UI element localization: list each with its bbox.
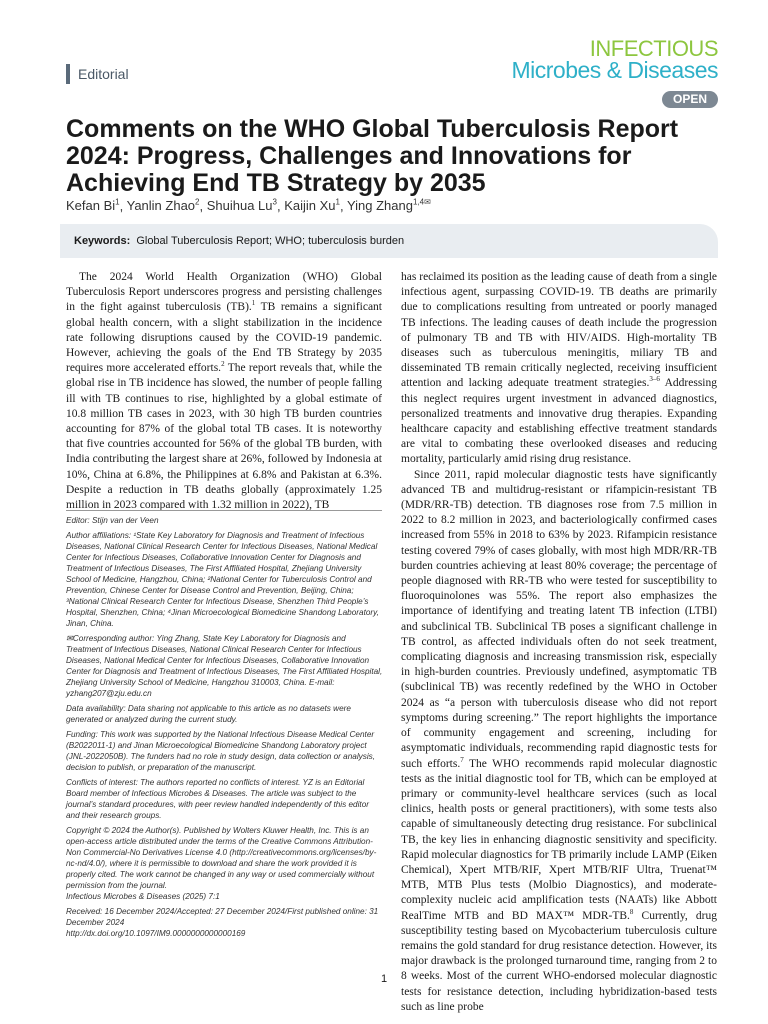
author-name: Kaijin Xu$^1$	[284, 198, 340, 214]
corresponding-author: ✉Corresponding author: Ying Zhang, State Key Laboratory for Diagnosis and Treatment of Infectious Diseases, National Clinical Research Center for Infectious Diseases, National Medical Center for Infectious Diseases, Collaborative Innovation Center for Diagnosis and Treatment of Infectious Diseases, The First Affiliated Hospital, Zhejiang University School of Medicine, Hangzhou 310003, China. E-mail: yzhang207@zju.edu.cn	[66, 634, 383, 698]
data-availability: Data availability: Data sharing not applicable to this article as no datasets were generated or analyzed during the current study.	[66, 704, 351, 724]
open-access-badge: OPEN	[662, 91, 718, 108]
body-left-column	[66, 270, 382, 513]
author-name: Kefan Bi$^1$	[66, 198, 120, 214]
author-affiliation-mark: 1,4✉	[412, 198, 431, 207]
body-paragraph: Since 2011, rapid molecular diagnostic tests have significantly advanced TB and multidrug-resistant or rifampicin-resistant TB (MDR/RR-TB) detection. TB diagnoses rose from 7.5 million in 2022 to 8.2 million in 2023, and bacteriologically confirmed cases increased from 55% in 2018 to 63% by 2023. Rifampicin resistance testing covered 79% of cases globally, with most high MDR/RR-TB burden countries achieving at least 80% coverage; the percentage of people diagnosed with RR-TB who were tested for susceptibility to fluoroquinolones was 55%. The report also emphasizes the importance of identifying and treating latent TB infection (LTBI) and subclinical TB. Subclinical TB poses a significant challenge in TB control, as affected individuals often do not seek treatment, complicating diagnosis and increasing transmission risk, especially in high-burden countries. Previously undefined, asymptomatic TB (subclinical TB) was recently redefined by the WHO in October 2024 as “a person with tuberculosis disease who did not report symptoms during screening.” The report highlights the importance of community engagement and screening, including for asymptomatic individuals, recommending rapid diagnostic tests for such efforts.$^7$ The WHO recommends rapid molecular diagnostic tests as the initial diagnostic tool for TB, which can be employed at primary or community-level healthcare services (such as local clinics, health posts or general practitioners), with some tests also capable of simultaneously detecting drug resistance. For subclinical TB, the key lies in enhancing diagnostic sensitivity and specificity. Rapid molecular diagnostics for TB primarily include LAMP (Eiken Chemical), Xpert MTB/RIF, Xpert MTB/RIF Ultra, Truenat™ MTB, MTB Plus tests (Molbio Diagnostics), and moderate-complexity nucleic acid amplification tests (NAATs) like Abbott RealTime MTB and BD MAX™ MDR-TB.$^8$ Currently, drug susceptibility testing based on Mycobacterium tuberculosis culture remains the gold standard for drug resistance detection. However, its major drawback is the prolonged turnaround time, ranging from 2 to 8 weeks. Most of the current WHO-endorsed molecular diagnostic tests for resistance detection, including hybridization-based tests such as line probe	[401, 468, 718, 1013]
body-right-column	[401, 270, 717, 1015]
reference-mark: 8	[629, 907, 634, 916]
author-affiliations: Author affiliations: ¹State Key Laboratory for Diagnosis and Treatment of Infectious Diseases, National Clinical Research Center for Infectious Diseases, National Medical Center for Infectious Diseases, Collaborative Innovation Center for Diagnosis and Treatment of Infectious Diseases, The First Affiliated Hospital, Zhejiang University School of Medicine, Hangzhou, China; ²National Center for Tuberculosis Control and Prevention, Chinese Center for Disease Control and Prevention, Beijing, China; ³National Clinical Research Center for Infectious Disease, Shenzhen Third People’s Hospital, Shenzhen, China; ⁴Jinan Microecological Biomedicine Shandong Laboratory, Jinan, China.	[66, 531, 379, 628]
page-number: 1	[380, 973, 388, 985]
doi-link[interactable]: http://dx.doi.org/10.1097/IM9.0000000000000169	[66, 929, 246, 938]
author-affiliation-mark: 1	[335, 198, 340, 207]
author-list: Kefan Bi$^1$, Yanlin Zhao$^2$, Shuihua Lu$^3$, Kaijin Xu$^1$, Ying Zhang$^{1,4✉}$	[66, 198, 431, 214]
reference-mark: 2	[221, 360, 225, 369]
journal-logo-line2: Microbes & Diseases	[511, 57, 718, 83]
section-label: Editorial	[66, 64, 129, 84]
author-affiliation-mark: 2	[195, 198, 200, 207]
author-name: Shuihua Lu$^3$	[206, 198, 277, 214]
editor-note: Editor: Stijn van der Veen	[66, 516, 159, 525]
citation-line: Infectious Microbes & Diseases (2025) 7:1	[66, 892, 220, 901]
footnotes	[66, 515, 384, 943]
author-name: Ying Zhang$^{1,4✉}$	[346, 198, 431, 214]
reference-mark: 7	[460, 755, 464, 764]
body-paragraph: has reclaimed its position as the leading cause of death from a single infectious agent, surpassing COVID-19. TB deaths are primarily due to complications resulting from untreated or poorly managed TB infections. The leading causes of death include the progression of pulmonary TB and TB with HIV/AIDS. High-mortality TB diseases such as tuberculous meningitis, miliary TB and disseminated TB remain critically neglected, receiving insufficient attention and lacking adequate treatment strategies.$^{3-6}$ Addressing this neglect requires urgent investment in advanced diagnostics, personalized treatments and innovative drug therapies. Expanding healthcare capacity and establishing effective treatment standards are vital to combating these overlooked diseases and reducing mortality, particularly amid rising drug resistance.	[401, 271, 718, 466]
keywords-text: Global Tuberculosis Report; WHO; tuberculosis burden	[136, 235, 405, 247]
author-affiliation-mark: 1	[115, 198, 120, 207]
keywords-box	[60, 224, 718, 258]
footnote-divider	[66, 510, 382, 511]
conflicts-note: Conflicts of interest: The authors reported no conflicts of interest. YZ is an Editorial Board member of Infectious Microbes & Diseases. The article was subject to the journal’s standard procedures, with peer review handled independently of this editor and their research groups.	[66, 778, 369, 820]
author-affiliation-mark: 3	[272, 198, 277, 207]
article-title: Comments on the WHO Global Tuberculosis Report 2024: Progress, Challenges and Innovations for Achieving End TB Strategy by 2035	[66, 115, 679, 197]
reference-mark: 1	[251, 299, 256, 308]
keywords-label: Keywords:	[74, 235, 131, 247]
received-dates: Received: 16 December 2024/Accepted: 27 December 2024/First published online: 31 December 2024	[66, 907, 379, 927]
journal-logo-line1: INFECTIOUS	[589, 36, 718, 61]
copyright-note: Copyright © 2024 the Author(s). Published by Wolters Kluwer Health, Inc. This is an open-access article distributed under the terms of the Creative Commons Attribution-Non Commercial-No Derivatives License 4.0 (http://creativecommons.org/licenses/by-nc-nd/4.0/), where it is permissible to download and share the work provided it is properly cited. The work cannot be changed in any way or used commercially without permission from the journal.	[66, 826, 377, 890]
reference-mark: 3–6	[649, 375, 660, 384]
author-name: Yanlin Zhao$^2$	[126, 198, 200, 214]
body-paragraph: The 2024 World Health Organization (WHO) Global Tuberculosis Report underscores progress and persisting challenges in the fight against tuberculosis (TB).$^1$ TB remains a significant global health concern, with a slight stabilization in the incidence rate following disruptions caused by the COVID-19 pandemic. However, achieving the goals of the End TB Strategy by 2035 requires more accelerated efforts.$^2$ The report reveals that, while the global rise in TB incidence has slowed, the number of people falling ill with TB continues to rise, highlighted by a global estimate of 10.8 million TB cases in 2023, with 30 high TB burden countries accounting for 87% of the global total TB cases. It is noteworthy that five countries accounted for 56% of the global TB burden, with India contributing the largest share at 26%, followed by Indonesia at 10%, China at 6.8%, the Philippines at 6.8% and Pakistan at 6.3%. Despite a reduction in TB deaths globally (approximately 1.25 million in 2023 compared with 1.32 million in 2022), TB	[66, 271, 382, 512]
funding-note: Funding: This work was supported by the National Infectious Disease Medical Center (B2022011-1) and Jinan Microecological Biomedicine Shandong Laboratory project (JNL-2022050B). The funders had no role in study design, data collection or analysis, decision to publish, or preparation of the manuscript.	[66, 730, 376, 772]
journal-logo	[511, 38, 718, 82]
